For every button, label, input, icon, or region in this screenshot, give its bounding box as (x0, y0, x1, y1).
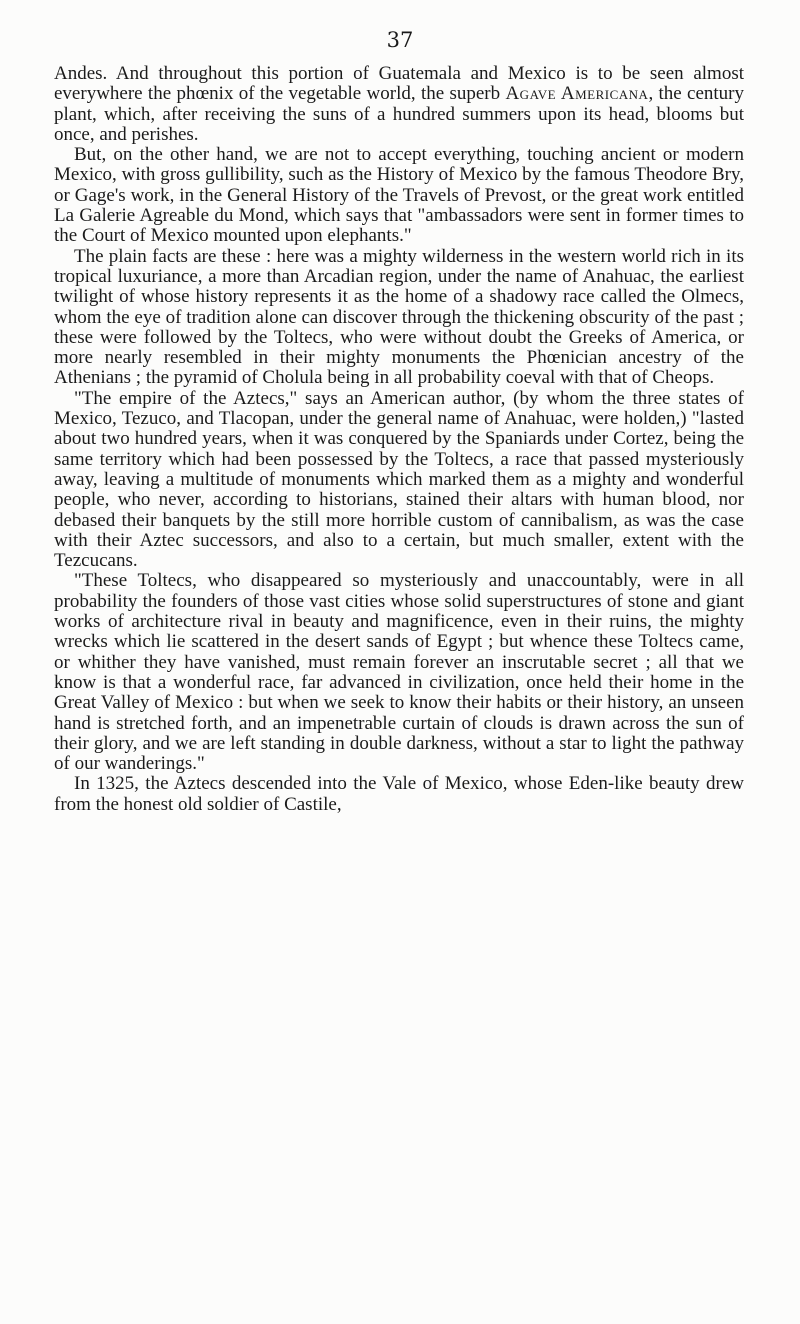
agave-americana-term: Agave Americana (505, 83, 649, 105)
paragraph-4: "The empire of the Aztecs," says an American author, (by whom the three states of Mexico, Tezuco, and Tlacopan, under the general name of Anahuac, were holden,) "lasted about two hundred years, when it was conquered by the Spaniards under Cortez, being the same territory which had been possessed by the Toltecs, a race that passed mysteriously away, leaving a multitude of monuments which marked them as a mighty and wonderful people, who never, according to historians, stained their altars with human blood, nor debased their banquets by the still more horrible custom of cannibalism, as was the case with their Aztec successors, and also to a certain, but much smaller, extent with the Tezcucans. (54, 387, 744, 572)
paragraph-1 (54, 64, 744, 145)
page-number: 37 (386, 28, 414, 52)
paragraph-3: The plain facts are these : here was a mighty wilderness in the western world rich in its tropical luxuriance, a more than Arcadian region, under the name of Anahuac, the earliest twilight of whose history represents it as the home of a shadowy race called the Olmecs, whom the eye of tradition alone can discover through the thickening obscurity of the past ; these were followed by the Toltecs, who were without doubt the Greeks of America, or more nearly resembled in their mighty monuments the Phœnician ancestry of the Athenians ; the pyramid of Cholula being in all probability coeval with that of Cheops. (54, 245, 744, 389)
paragraph-1-start: Andes. And throughout this portion of Guatemala and Mexico is to be seen almost everywhere the phœnix of the vegetable world, the superb (54, 63, 744, 105)
body-text (54, 64, 744, 815)
paragraph-6: In 1325, the Aztecs descended into the Vale of Mexico, whose Eden-like beauty drew from the honest old soldier of Castile, (54, 773, 744, 815)
paragraph-2: But, on the other hand, we are not to accept everything, touching ancient or modern Mexico, with gross gullibility, such as the History of Mexico by the famous Theodore Bry, or Gage's work, in the General History of the Travels of Prevost, or the great work entitled La Galerie Agreable du Mond, which says that "ambassadors were sent in former times to the Court of Mexico mounted upon elephants." (54, 144, 744, 247)
paragraph-5: "These Toltecs, who disappeared so mysteriously and unaccountably, were in all probability the founders of those vast cities whose solid superstructures of stone and giant works of architecture rival in beauty and magnificence, even in their ruins, the mighty wrecks which lie scattered in the desert sands of Egypt ; but whence these Toltecs came, or whither they have vanished, must remain forever an inscrutable secret ; all that we know is that a wonderful race, far advanced in civilization, once held their home in the Great Valley of Mexico : but when we seek to know their habits or their history, an unseen hand is stretched forth, and an impenetrable curtain of clouds is drawn across the sun of their glory, and we are left standing in double darkness, without a star to light the pathway of our wanderings." (54, 570, 744, 775)
paragraph-1-end: , the century plant, which, after receiving the suns of a hundred summers upon its head, blooms but once, and perishes. (54, 83, 745, 145)
